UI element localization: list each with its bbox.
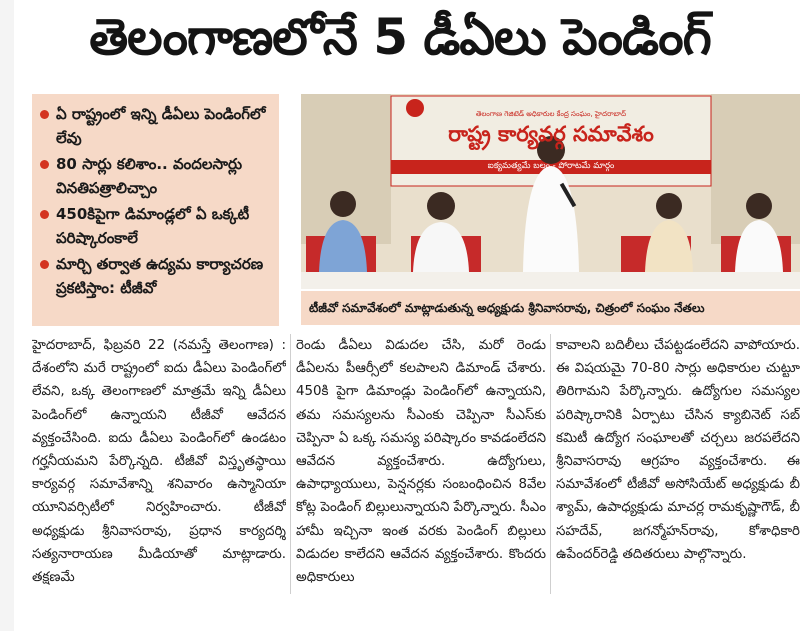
article-column-2: రెండు డీఏలు విడుదల చేసి, మరో రెండు డీఏలను పీఆర్సీలో కలపాలని డిమాండ్ చేశారు. 450కి పైగా డిమాండ్లు పెండింగ్‌లో ఉన్నాయని, తమ సమస్యలను సీఎంకు చెప్పినా సీఎస్‌కు చెప్పినా ఏ ఒక్క సమస్య పరిష్కారం కావడంలేదని ఆవేదన వ్యక్తంచేశారు. ఉద్యోగులు, ఉపాధ్యాయులు, పెన్షనర్లకు సంబంధించిన 8వేల కోట్ల పెండింగ్ బిల్లులున్నాయని పేర్కొన్నారు. సీఎం హామీ ఇచ్చినా ఇంత వరకు పెండింగ్ బిల్లులు విడుదల కాలేదని ఆవేదన వ్యక్తంచేశారు. కొందరు అధికారులు [296,338,546,586]
banner-slogan: ఐక్యమత్యమే బలం - పోరాటమే మార్గం [487,161,615,171]
bullet-icon [40,160,49,169]
column-divider [290,334,291,594]
column-divider [550,334,551,594]
banner-title: రాష్ట్ర కార్యవర్గ సమావేశం [448,122,654,146]
highlight-text: 80 సార్లు కలిశాం.. వందలసార్లు వినతిపత్రాలిచ్చాం [56,155,243,197]
highlight-text: ఏ రాష్ట్రంలో ఇన్ని డీఏలు పెండింగ్‌లో లేవు [56,105,266,147]
article-column-1: హైదరాబాద్, ఫిబ్రవరి 22 (నమస్తే తెలంగాణ) : దేశంలోని మరే రాష్ట్రంలో ఐదు డీఏలు పెండింగ్‌లో లేవని, ఒక్క తెలంగాణలో మాత్రమే ఇన్ని డీఏలు పెండింగ్‌లో ఉన్నాయని టీజీవో ఆవేదన వ్యక్తంచేసింది. ఐదు డీఏలు పెండింగ్‌లో ఉండటం గర్హనీయమని పేర్కొన్నది. టీజీవో విస్తృతస్థాయి కార్యవర్గ సమావేశాన్ని శనివారం ఉస్మానియా యూనివర్సిటీలో నిర్వహించారు. టీజీవో అధ్యక్షుడు శ్రీనివాసరావు, ప్రధాన కార్యదర్శి సత్యనారాయణ మీడియాతో మాట్లాడారు. తక్షణమే [32,338,286,586]
highlight-item [40,202,273,250]
highlight-text: మార్చి తర్వాత ఉద్యమ కార్యాచరణ ప్రకటిస్తాం: టీజీవో [56,255,264,297]
banner-org: తెలంగాణ గెజిటెడ్ అధికారుల కేంద్ర సంఘం, హైదరాబాద్ [475,110,627,118]
bullet-icon [40,260,49,269]
highlight-text: 450కిపైగా డిమాండ్లలో ఏ ఒక్కటీ పరిష్కారంకాలే [56,205,250,247]
bullet-icon [40,110,49,119]
photo-caption: టీజీవో సమావేశంలో మాట్లాడుతున్న అధ్యక్షుడు శ్రీనివాసరావు, చిత్రంలో సంఘం నేతలు [301,291,800,325]
headline: తెలంగాణలోనే 5 డీఏలు పెండింగ్ [89,7,711,66]
highlight-item [40,252,273,300]
bullet-icon [40,210,49,219]
highlights-box [32,94,279,326]
news-photo [301,94,800,289]
article-column-3: కావాలని బదిలీలు చేపట్టడంలేదని వాపోయారు. ఈ విషయమై 70-80 సార్లు అధికారుల చుట్టూ తిరిగామని పేర్కొన్నారు. ఉద్యోగుల సమస్యల పరిష్కారానికి ఏర్పాటు చేసిన క్యాబినెట్ సబ్ కమిటీ ఉద్యోగ సంఘాలతో చర్చలు జరపలేదని శ్రీనివాసరావు ఆగ్రహం వ్యక్తంచేశారు. ఈ సమావేశంలో టీజీవో అసోసియేట్ అధ్యక్షుడు బీ శ్యామ్, ఉపాధ్యక్షుడు మాచర్ల రామకృష్ణాగౌడ్, బీ సహదేవ్, జగన్మోహన్‌రావు, కోశాధికారి ఉపేందర్‌రెడ్డి తదితరులు పాల్గొన్నారు. [556,338,800,562]
page-left-edge [0,0,14,631]
highlight-item [40,102,273,150]
highlight-item [40,152,273,200]
